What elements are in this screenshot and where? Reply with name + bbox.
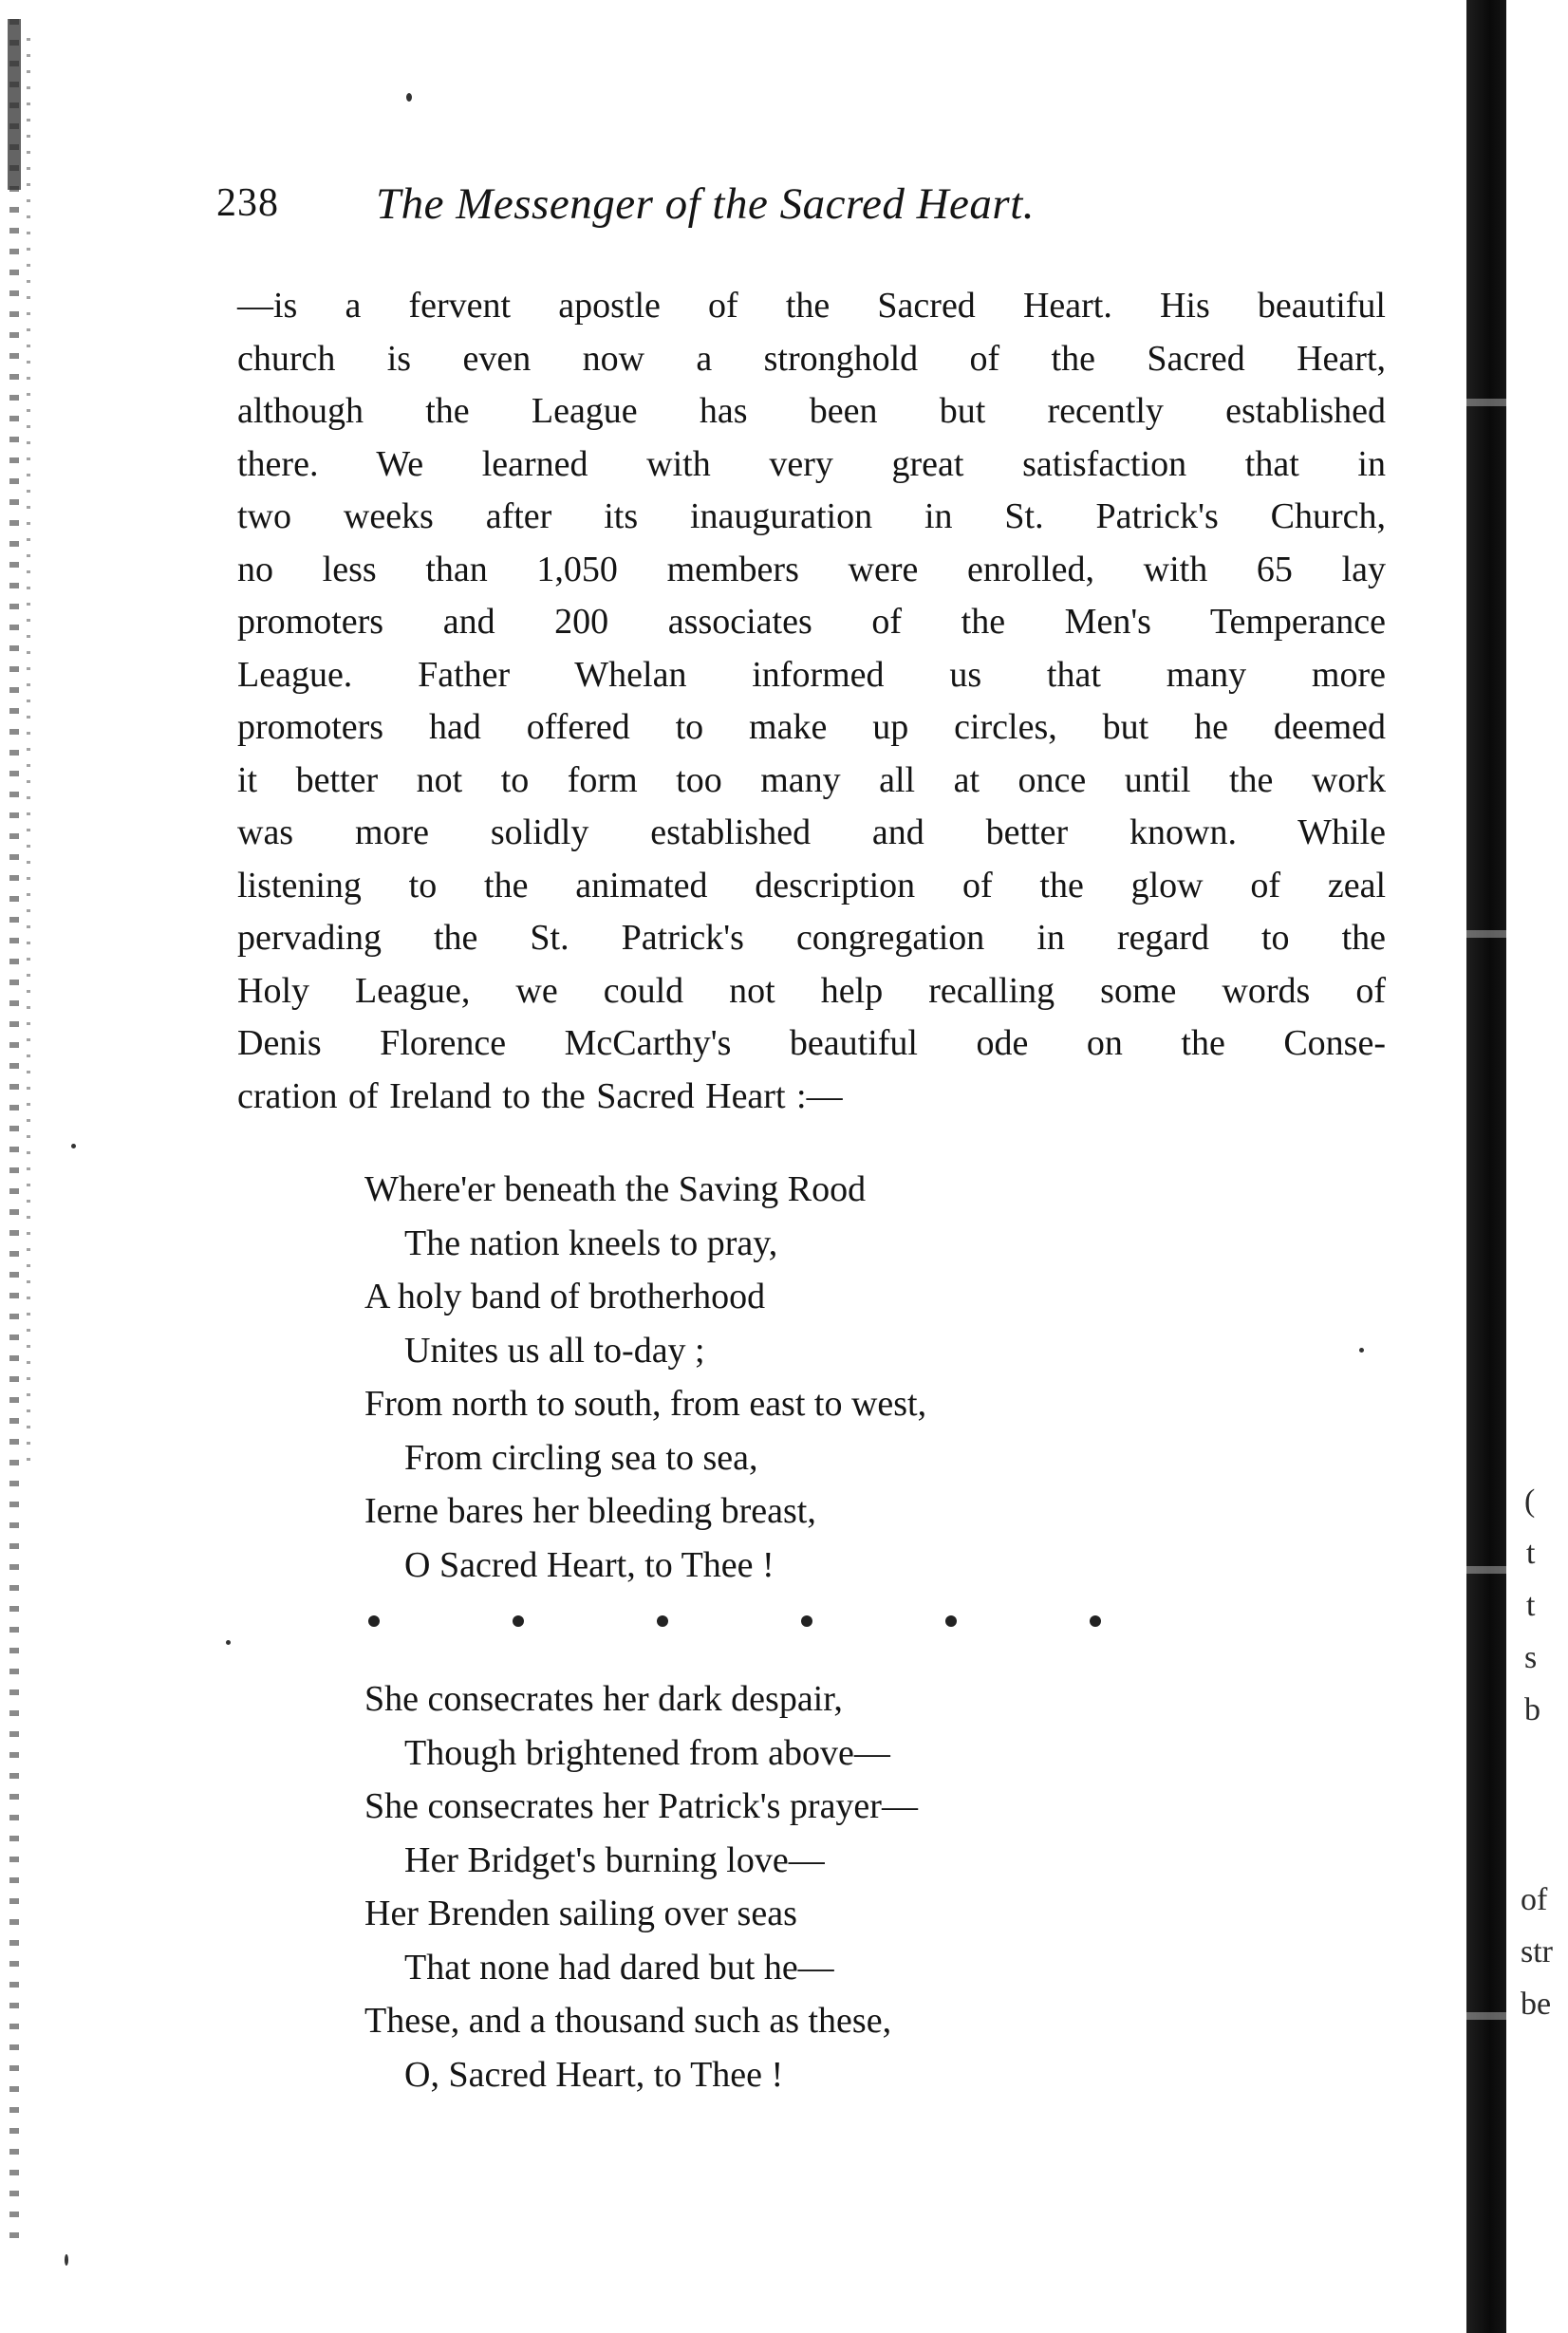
ink-speck <box>65 2254 68 2266</box>
page-header <box>216 180 1260 256</box>
fragment-letter: str <box>1521 1934 1553 1969</box>
body-line: it better not to form too many all at once until the work <box>237 759 1386 800</box>
fragment-letter: ( <box>1524 1484 1536 1519</box>
verse-line: She consecrates her dark despair, <box>364 1679 843 1719</box>
right-binding-edge <box>1466 0 1506 2333</box>
body-line: —is a fervent apostle of the Sacred Heart. His beautiful <box>237 286 1386 326</box>
body-line: there. We learned with very great satisfaction that in <box>237 443 1386 484</box>
binding-dots-inner <box>27 38 30 1462</box>
edge-speck <box>1466 2012 1506 2020</box>
fragment-letter: of <box>1521 1882 1548 1917</box>
poem-stanza-2 <box>364 1672 1219 2101</box>
body-line: Denis Florence McCarthy's beautiful ode on the Conse- <box>237 1023 1386 1063</box>
body-line: cration of Ireland to the Sacred Heart :— <box>237 1075 843 1116</box>
verse-line: O Sacred Heart, to Thee ! <box>404 1544 775 1585</box>
ink-speck <box>226 1640 231 1645</box>
verse-line: Ierne bares her bleeding breast, <box>364 1491 816 1531</box>
ellipsis-dot <box>513 1615 524 1627</box>
verse-line: She consecrates her Patrick's prayer— <box>364 1786 918 1826</box>
verse-line: These, and a thousand such as these, <box>364 2001 892 2041</box>
verse-line: Unites us all to-day ; <box>404 1330 705 1371</box>
body-line: church is even now a stronghold of the Sacred Heart, <box>237 338 1386 379</box>
left-binding-margin <box>0 0 57 2333</box>
ellipsis-dot <box>1090 1615 1101 1627</box>
ink-speck <box>406 93 412 102</box>
poem-stanza-1 <box>364 1163 1219 1592</box>
edge-speck <box>1466 930 1506 938</box>
ellipsis-dot <box>945 1615 957 1627</box>
verse-line: O, Sacred Heart, to Thee ! <box>404 2054 784 2095</box>
fragment-letter: t <box>1526 1588 1536 1623</box>
ellipsis-dot <box>368 1615 380 1627</box>
fragment-letter: b <box>1524 1692 1540 1727</box>
binding-dots <box>9 19 19 2249</box>
adjacent-page-fragments <box>1519 0 1568 2333</box>
ink-speck <box>71 1144 76 1148</box>
stanza-divider <box>368 1615 1109 1629</box>
body-line: no less than 1,050 members were enrolled, with 65 lay <box>237 549 1386 589</box>
verse-line: From north to south, from east to west, <box>364 1384 927 1424</box>
body-line: listening to the animated description of the glow of zeal <box>237 865 1386 905</box>
verse-line: That none had dared but he— <box>404 1947 834 1988</box>
body-line: two weeks after its inauguration in St. Patrick's Church, <box>237 496 1386 536</box>
page-number: 238 <box>216 181 279 225</box>
ink-speck <box>1359 1348 1364 1353</box>
verse-line: Though brightened from above— <box>404 1732 890 1773</box>
ellipsis-dot <box>801 1615 812 1627</box>
body-line: although the League has been but recently established <box>237 391 1386 431</box>
verse-line: Her Brenden sailing over seas <box>364 1894 797 1933</box>
fragment-letter: be <box>1521 1987 1552 2022</box>
verse-line: From circling sea to sea, <box>404 1437 758 1478</box>
fragment-letter: t <box>1526 1536 1536 1571</box>
verse-line: The nation kneels to pray, <box>404 1222 778 1263</box>
running-title: The Messenger of the Sacred Heart. <box>376 179 1036 229</box>
body-line: League. Father Whelan informed us that many more <box>237 654 1386 695</box>
body-paragraph <box>237 280 1386 1123</box>
body-line: pervading the St. Patrick's congregation in regard to the <box>237 918 1386 958</box>
ellipsis-dot <box>657 1615 668 1627</box>
body-line: promoters and 200 associates of the Men's Temperance <box>237 602 1386 642</box>
edge-speck <box>1466 399 1506 406</box>
body-line: Holy League, we could not help recalling some words of <box>237 970 1386 1011</box>
body-line: promoters had offered to make up circles, but he deemed <box>237 707 1386 747</box>
verse-line: Where'er beneath the Saving Rood <box>364 1169 867 1209</box>
body-line: was more solidly established and better known. While <box>237 812 1386 852</box>
verse-line: A holy band of brotherhood <box>364 1277 766 1316</box>
verse-line: Her Bridget's burning love— <box>404 1839 825 1880</box>
edge-speck <box>1466 1566 1506 1574</box>
fragment-letter: s <box>1524 1640 1538 1675</box>
